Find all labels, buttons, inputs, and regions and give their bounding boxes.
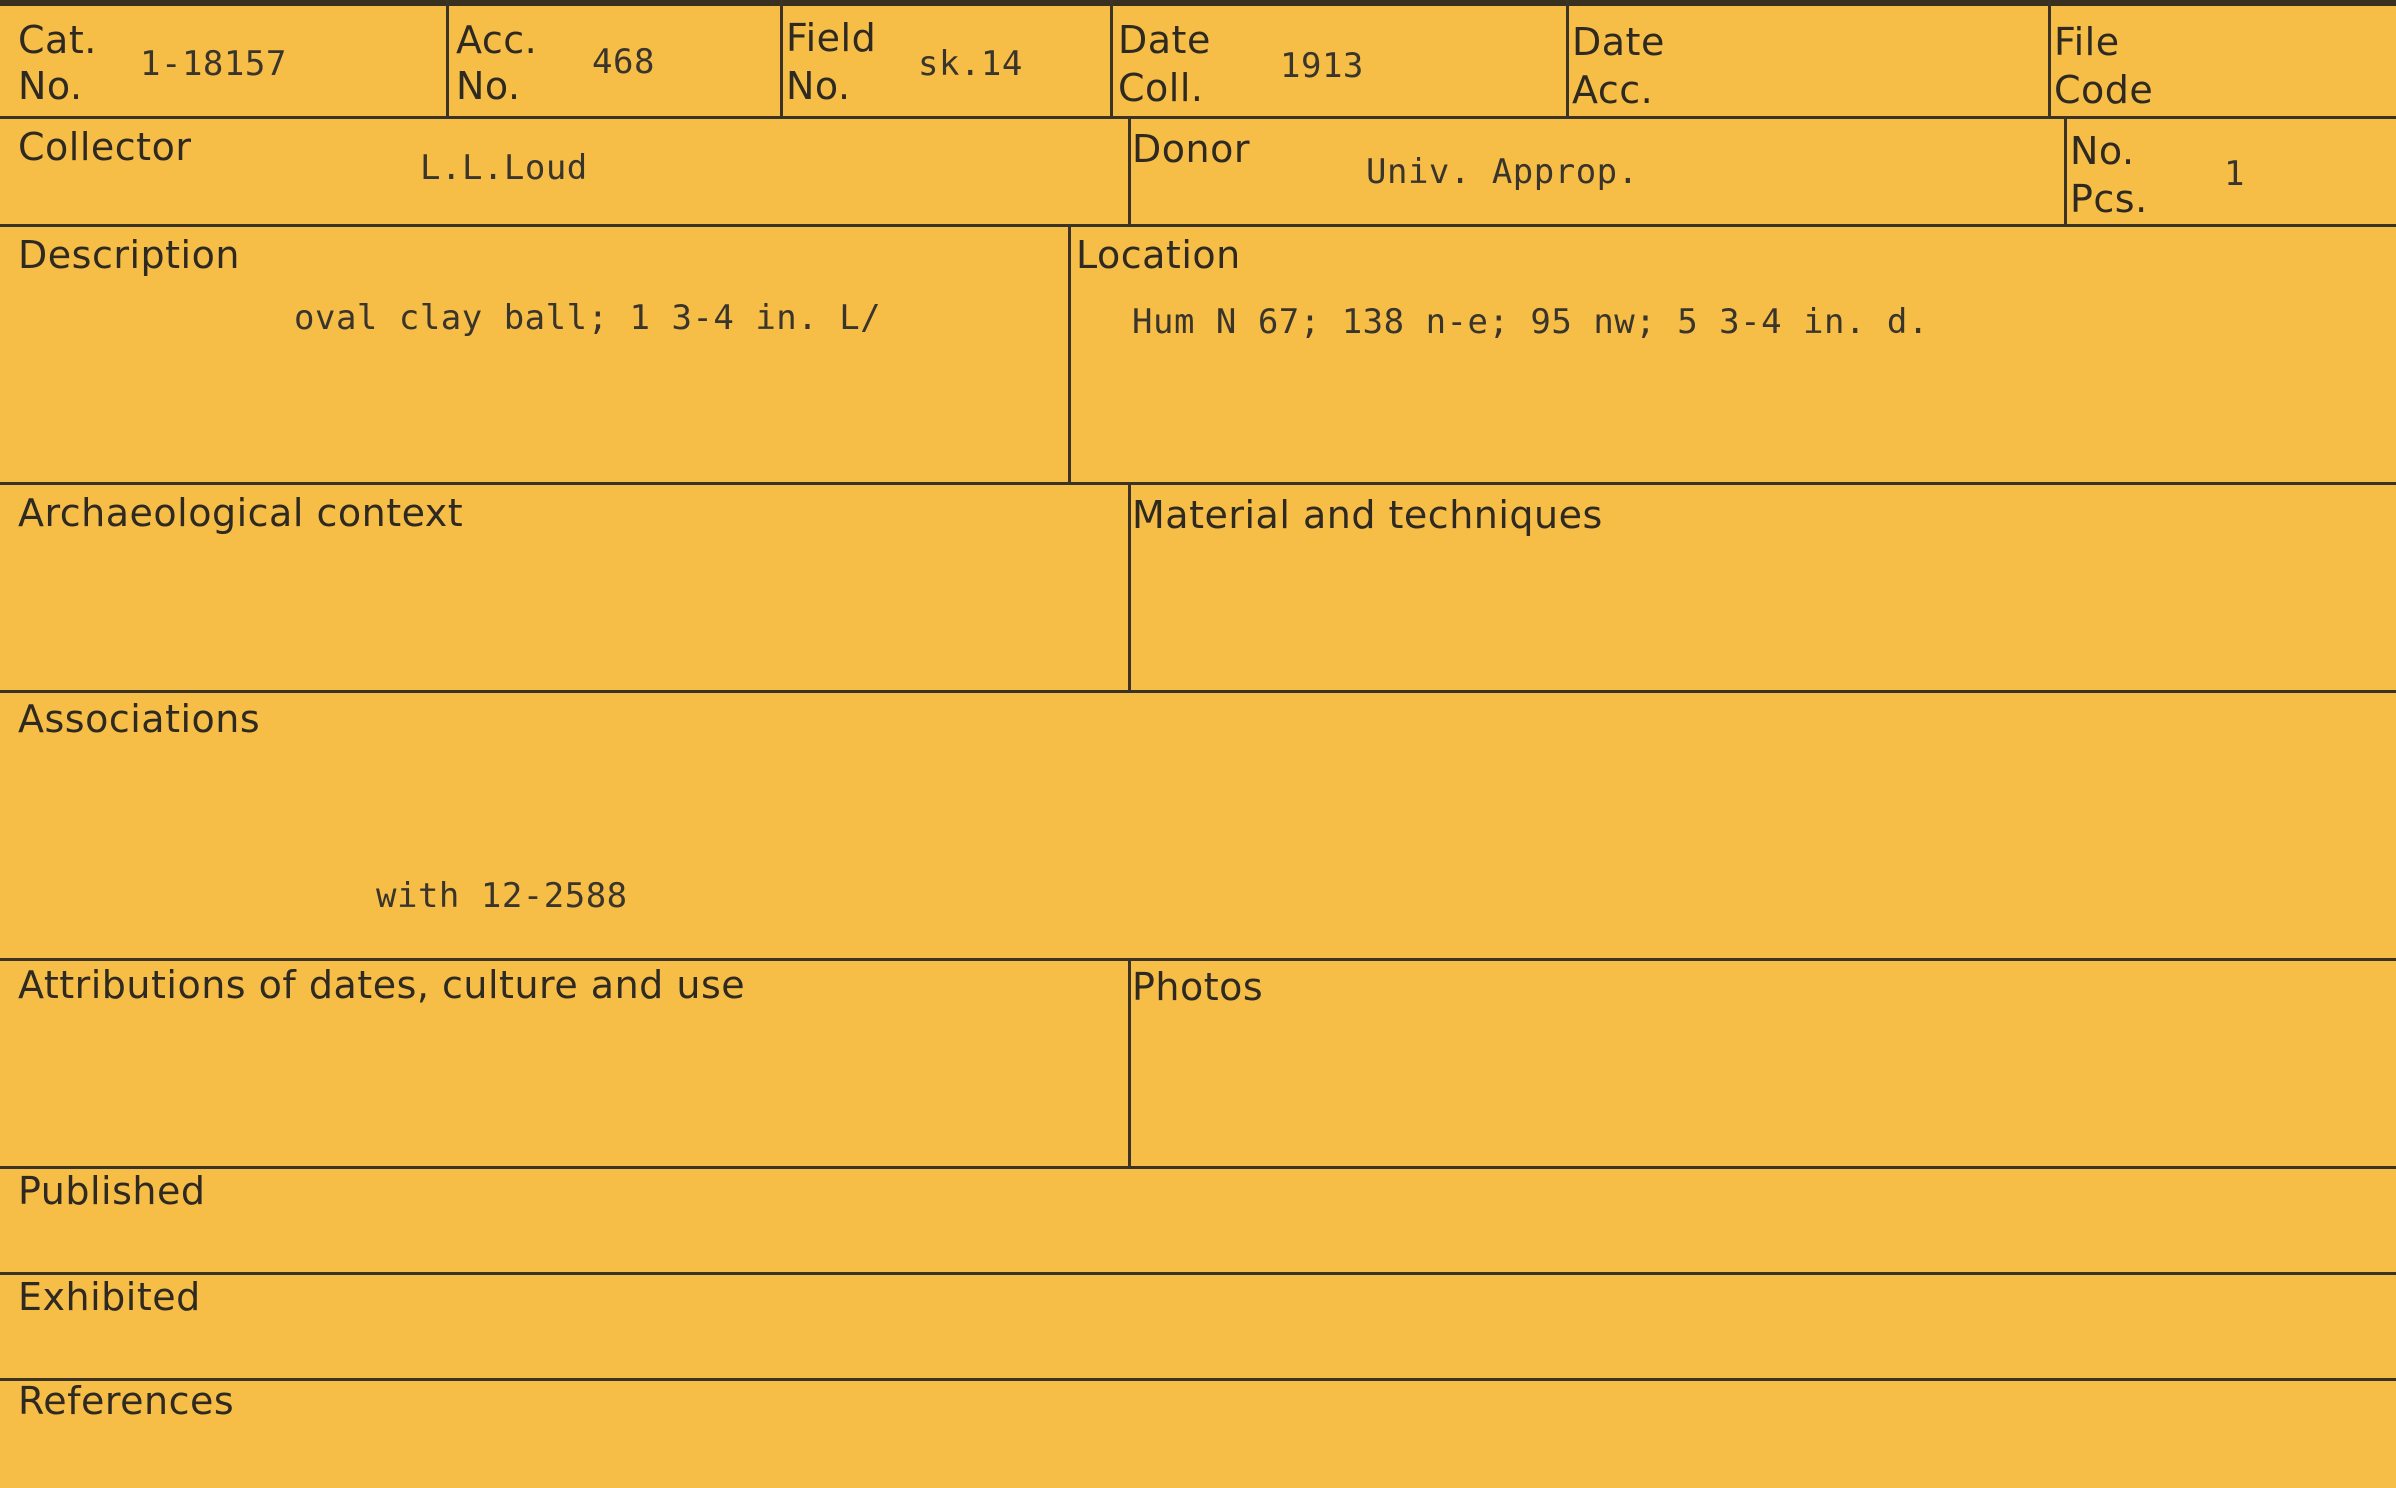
rule-header-1 xyxy=(446,0,449,118)
rule-attributions-photos xyxy=(1128,958,1131,1168)
file-code-label: File xyxy=(2054,20,2120,64)
rule-donor-pcs xyxy=(2064,116,2067,226)
rule-collector-donor xyxy=(1128,116,1131,226)
rule-header-4 xyxy=(1566,0,1569,118)
cat-no-label-line2: No. xyxy=(18,64,83,108)
photos-label: Photos xyxy=(1132,965,1264,1009)
file-code-label-line2: Code xyxy=(2054,68,2154,112)
date-coll-value: 1913 xyxy=(1280,46,1364,86)
cat-no-value: 1-18157 xyxy=(140,44,287,84)
description-value: oval clay ball; 1 3-4 in. L/ xyxy=(294,298,882,338)
donor-value: Univ. Approp. xyxy=(1366,152,1639,192)
rule-under-exhibited xyxy=(0,1378,2396,1381)
date-coll-label: Date xyxy=(1118,18,1211,62)
field-no-label-line2: No. xyxy=(786,64,851,108)
archaeological-context-label: Archaeological context xyxy=(18,491,464,535)
donor-label: Donor xyxy=(1132,127,1250,171)
date-acc-label-line2: Acc. xyxy=(1572,68,1654,112)
rule-under-context xyxy=(0,690,2396,693)
collector-label: Collector xyxy=(18,125,192,169)
exhibited-label: Exhibited xyxy=(18,1275,201,1319)
published-label: Published xyxy=(18,1169,206,1213)
rule-under-header xyxy=(0,116,2396,119)
associations-label: Associations xyxy=(18,697,261,741)
rule-header-2 xyxy=(780,0,783,118)
location-value: Hum N 67; 138 n-e; 95 nw; 5 3-4 in. d. xyxy=(1132,302,1929,342)
no-pcs-label: No. xyxy=(2070,129,2135,173)
no-pcs-label-line2: Pcs. xyxy=(2070,177,2148,221)
date-acc-label: Date xyxy=(1572,20,1665,64)
rule-under-collector xyxy=(0,224,2396,227)
rule-under-attributions xyxy=(0,1166,2396,1169)
collector-value: L.L.Loud xyxy=(420,148,588,188)
field-no-value: sk.14 xyxy=(918,44,1023,84)
date-coll-label-line2: Coll. xyxy=(1118,66,1204,110)
description-label: Description xyxy=(18,233,240,277)
associations-value: with 12-2588 xyxy=(376,876,628,916)
field-no-label: Field xyxy=(786,16,877,60)
rule-header-5 xyxy=(2048,0,2051,118)
cat-no-label: Cat. xyxy=(18,18,97,62)
acc-no-label-line2: No. xyxy=(456,64,521,108)
location-label: Location xyxy=(1076,233,1241,277)
no-pcs-value: 1 xyxy=(2224,154,2245,194)
references-label: References xyxy=(18,1379,235,1423)
rule-under-associations xyxy=(0,958,2396,961)
rule-description-location xyxy=(1068,224,1071,484)
acc-no-value: 468 xyxy=(592,42,655,82)
attributions-label: Attributions of dates, culture and use xyxy=(18,963,746,1007)
rule-header-3 xyxy=(1110,0,1113,118)
rule-under-published xyxy=(0,1272,2396,1275)
rule-context-material xyxy=(1128,482,1131,692)
acc-no-label: Acc. xyxy=(456,18,538,62)
rule-under-description xyxy=(0,482,2396,485)
material-techniques-label: Material and techniques xyxy=(1132,493,1603,537)
